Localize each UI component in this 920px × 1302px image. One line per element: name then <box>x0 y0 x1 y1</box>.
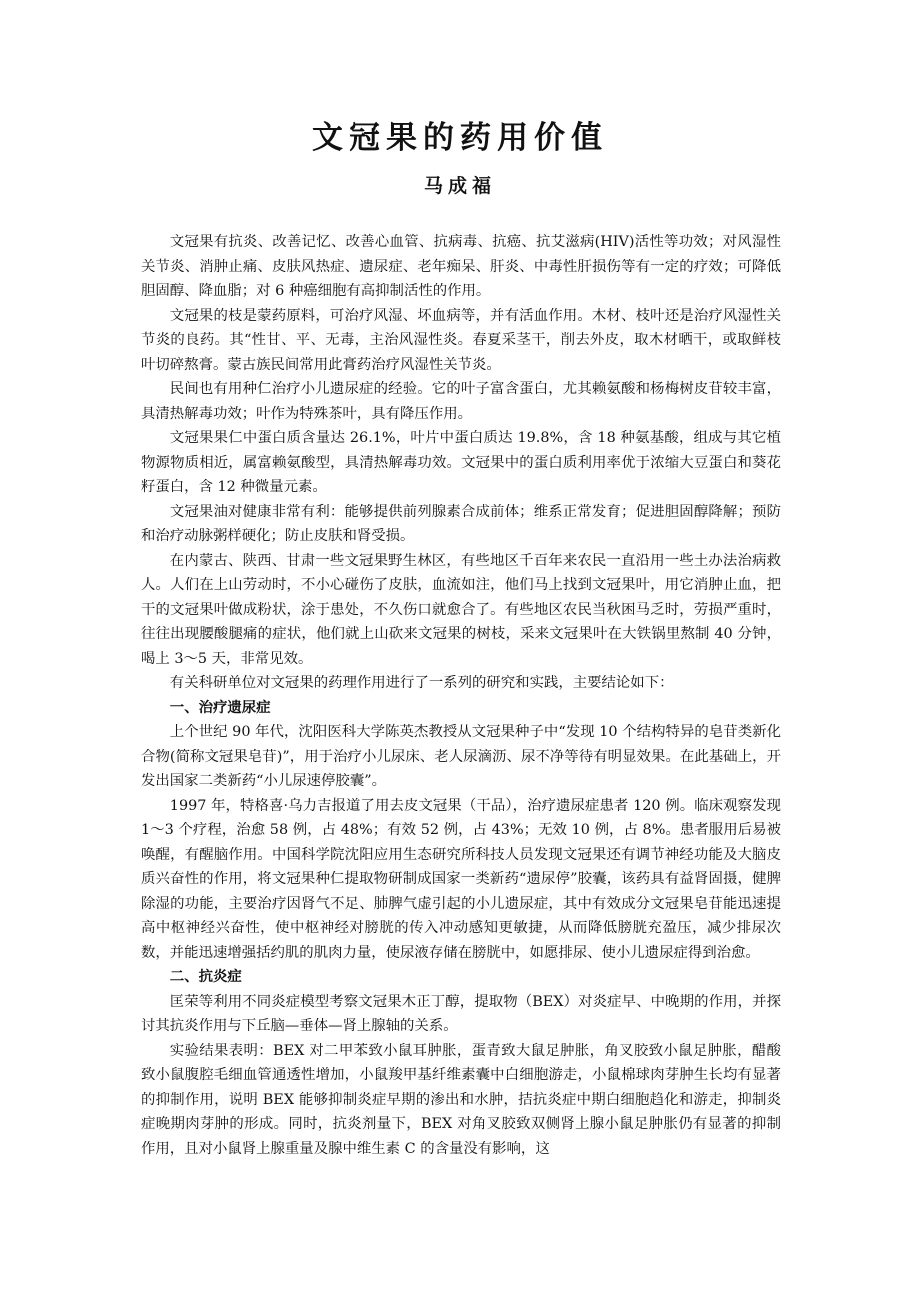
paragraph: 文冠果油对健康非常有利：能够提供前列腺素合成前体；维系正常发育；促进胆固醇降解；预防和治疗动脉粥样硬化；防止皮肤和肾受损。 <box>141 503 781 544</box>
paragraph: 1997 年，特格喜·乌力吉报道了用去皮文冠果（干品），治疗遗尿症患者 120 例。临床观察发现 1～3 个疗程，治愈 58 例，占 48%；有效 52 例，占 43%；无效 10 例，占 8%。患者服用后易被唤醒，有醒脑作用。中国科学院沈阳应用生态研究所科技人员发现文冠果还有调节神经功能及大脑皮质兴奋性的作用，将文冠果种仁提取物研制成国家一类新药“遗尿停”胶囊，该药具有益肾固摄，健脾除湿的功能，主要治疗因肾气不足、肺脾气虚引起的小儿遗尿症，其中有效成分文冠果皂苷能迅速提高中枢神经兴奋性，使中枢神经对膀胱的传入冲动感知更敏捷，从而降低膀胱充盈压，减少排尿次数，并能迅速增强括约肌的肌肉力量，使尿液存储在膀胱中，如愿排尿、使小儿遗尿症得到治愈。 <box>141 797 781 961</box>
paragraph: 实验结果表明：BEX 对二甲苯致小鼠耳肿胀，蛋青致大鼠足肿胀，角叉胶致小鼠足肿胀，醋酸致小鼠腹腔毛细血管通透性增加，小鼠羧甲基纤维素囊中白细胞游走，小鼠棉球肉芽肿生长均有显著的抑制作用，说明 BEX 能够抑制炎症早期的渗出和水肿，拮抗炎症中期白细胞趋化和游走，抑制炎症晚期肉芽肿的形成。同时，抗炎剂量下，BEX 对角叉胶致双侧肾上腺小鼠足肿胀仍有显著的抑制作用，且对小鼠肾上腺重量及腺中维生素 C 的含量没有影响，这 <box>141 1042 781 1157</box>
paragraph: 匡荣等利用不同炎症模型考察文冠果木正丁醇，提取物（BEX）对炎症早、中晚期的作用，并探讨其抗炎作用与下丘脑—垂体—肾上腺轴的关系。 <box>141 993 781 1034</box>
article-body <box>141 230 781 1161</box>
section-heading-enuresis: 一、治疗遗尿症 <box>169 699 271 716</box>
paragraph: 文冠果的枝是蒙药原料，可治疗风湿、坏血病等，并有活血作用。木材、枝叶还是治疗风湿性关节炎的良药。其“性甘、平、无毒，主治风湿性炎。春夏采茎干，削去外皮，取木材晒干，或取鲜枝叶切碎熬膏。蒙古族民间常用此膏药治疗风湿性关节炎。 <box>141 307 781 373</box>
paragraph: 上个世纪 90 年代，沈阳医科大学陈英杰教授从文冠果种子中“发现 10 个结构特异的皂苷类新化合物(简称文冠果皂苷)”，用于治疗小儿尿床、老人尿滴沥、尿不净等待有明显效果。在此基础上，开发出国家二类新药“小儿尿速停胶囊”。 <box>141 724 781 789</box>
paragraph: 文冠果果仁中蛋白质含量达 26.1%，叶片中蛋白质达 19.8%，含 18 种氨基酸，组成与其它植物源物质相近，属富赖氨酸型，具清热解毒功效。文冠果中的蛋白质利用率优于浓缩大豆蛋白和葵花籽蛋白，含 12 种微量元素。 <box>141 430 781 495</box>
page-title: 文冠果的药用价值 <box>312 120 608 156</box>
author-name: 马成福 <box>423 175 496 197</box>
paragraph: 民间也有用种仁治疗小儿遗尿症的经验。它的叶子富含蛋白，尤其赖氨酸和杨梅树皮苷较丰富，具清热解毒功效；叶作为特殊茶叶，具有降压作用。 <box>141 381 781 422</box>
paragraph: 文冠果有抗炎、改善记忆、改善心血管、抗病毒、抗癌、抗艾滋病(HIV)活性等功效；对风湿性关节炎、消肿止痛、皮肤风热症、遗尿症、老年痴呆、肝炎、中毒性肝损伤等有一定的疗效；可降低胆固醇、降血脂；对 6 种癌细胞有高抑制活性的作用。 <box>141 234 781 299</box>
section-heading-anti-inflammation: 二、抗炎症 <box>169 969 242 985</box>
paragraph: 有关科研单位对文冠果的药理作用进行了一系列的研究和实践，主要结论如下： <box>169 675 674 691</box>
paragraph: 在内蒙古、陕西、甘肃一些文冠果野生林区，有些地区千百年来农民一直沿用一些土办法治病救人。人们在上山劳动时，不小心碰伤了皮肤，血流如注，他们马上找到文冠果叶，用它消肿止血，把干的文冠果叶做成粉状，涂于患处，不久伤口就愈合了。有些地区农民当秋困马乏时，劳损严重时，往往出现腰酸腿痛的症状，他们就上山砍来文冠果的树枝，采来文冠果叶在大铁锅里熬制 40 分钟，喝上 3～5 天，非常见效。 <box>141 552 781 667</box>
